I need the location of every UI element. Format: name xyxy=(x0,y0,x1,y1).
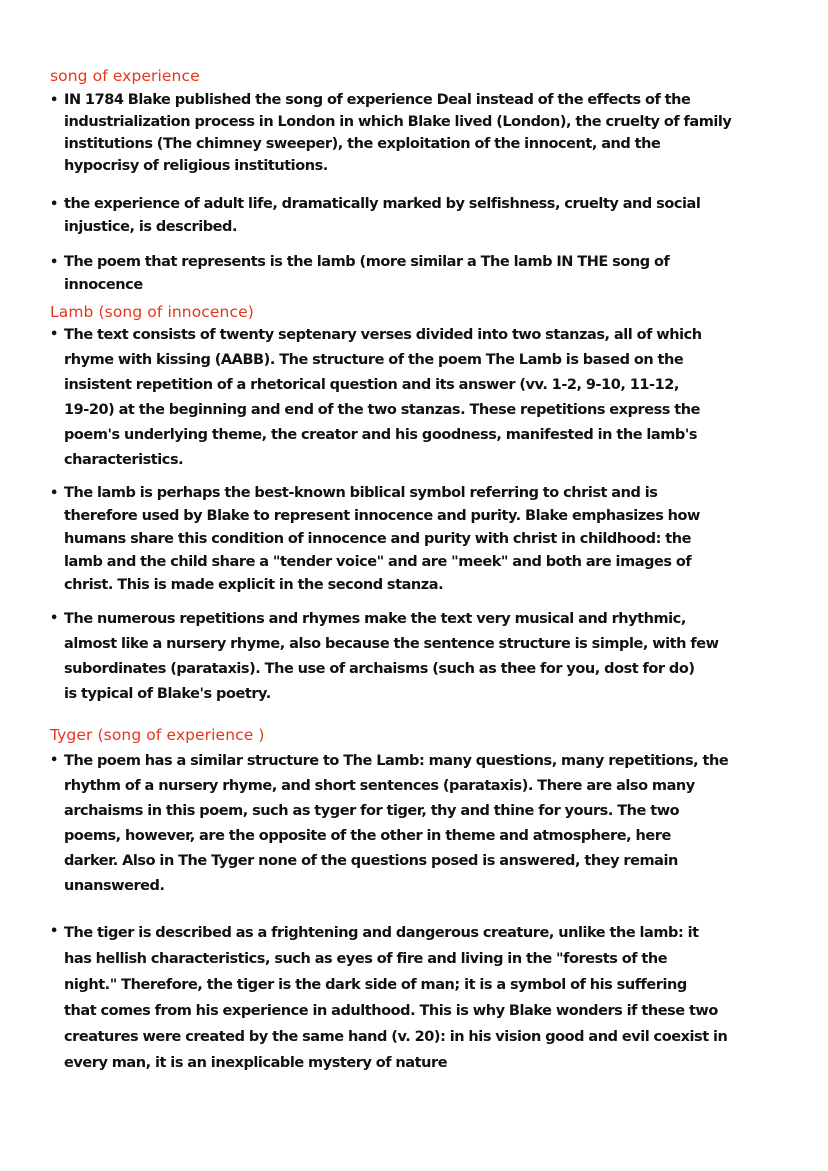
text-line: insistent repetition of a rhetorical question and its answer (vv. 1-2, 9-10, 11-12, xyxy=(64,377,679,393)
text-line: innocence xyxy=(64,277,143,293)
text-line: The lamb is perhaps the best-known biblical symbol referring to christ and is xyxy=(64,485,658,501)
section-heading-lamb: Lamb (song of innocence) xyxy=(50,303,254,321)
text-line: The poem that represents is the lamb (more similar a The lamb IN THE song of xyxy=(64,254,670,270)
text-line: therefore used by Blake to represent innocence and purity. Blake emphasizes how xyxy=(64,508,701,524)
bullet-item xyxy=(50,251,778,297)
text-line: subordinates (parataxis). The use of archaisms (such as thee for you, dost for do) xyxy=(64,661,695,677)
bullet-item xyxy=(50,920,778,1076)
text-line: rhythm of a nursery rhyme, and short sentences (parataxis). There are also many xyxy=(64,778,695,794)
text-line: unanswered. xyxy=(64,878,165,894)
bullet-dot-icon: • xyxy=(50,753,58,768)
bullet-dot-icon: • xyxy=(50,924,58,939)
bullet-item xyxy=(50,89,778,177)
text-line: almost like a nursery rhyme, also because the sentence structure is simple, with few xyxy=(64,636,719,652)
text-line: humans share this condition of innocence and purity with christ in childhood: the xyxy=(64,531,691,547)
text-line: injustice, is described. xyxy=(64,219,238,235)
text-line: The text consists of twenty septenary verses divided into two stanzas, all of which xyxy=(64,327,702,343)
bullet-item xyxy=(50,323,778,473)
text-line: characteristics. xyxy=(64,452,184,468)
text-line: has hellish characteristics, such as eyes of fire and living in the "forests of the xyxy=(64,951,668,967)
bullet-dot-icon: • xyxy=(50,327,58,342)
text-line: that comes from his experience in adulthood. This is why Blake wonders if these two xyxy=(64,1003,718,1019)
bullet-item xyxy=(50,193,778,239)
text-line: The numerous repetitions and rhymes make the text very musical and rhythmic, xyxy=(64,611,686,627)
bullet-dot-icon: • xyxy=(50,197,58,212)
bullet-dot-icon: • xyxy=(50,611,58,626)
text-line: The poem has a similar structure to The Lamb: many questions, many repetitions, the xyxy=(64,753,729,769)
bullet-item xyxy=(50,482,778,597)
text-line: 19-20) at the beginning and end of the two stanzas. These repetitions express the xyxy=(64,402,700,418)
bullet-dot-icon: • xyxy=(50,93,58,108)
text-line: is typical of Blake's poetry. xyxy=(64,686,271,702)
bullet-item xyxy=(50,607,778,707)
text-line: creatures were created by the same hand (v. 20): in his vision good and evil coexist in xyxy=(64,1029,728,1045)
text-line: darker. Also in The Tyger none of the questions posed is answered, they remain xyxy=(64,853,678,869)
section-heading-tyger: Tyger (song of experience ) xyxy=(50,726,265,744)
text-line: The tiger is described as a frightening and dangerous creature, unlike the lamb: it xyxy=(64,925,699,941)
bullet-dot-icon: • xyxy=(50,486,58,501)
text-line: archaisms in this poem, such as tyger for tiger, thy and thine for yours. The two xyxy=(64,803,680,819)
text-line: lamb and the child share a "tender voice" and are "meek" and both are images of xyxy=(64,554,692,570)
text-line: night." Therefore, the tiger is the dark side of man; it is a symbol of his suffering xyxy=(64,977,687,993)
text-line: every man, it is an inexplicable mystery of nature xyxy=(64,1055,448,1071)
text-line: poem's underlying theme, the creator and his goodness, manifested in the lamb's xyxy=(64,427,697,443)
text-line: the experience of adult life, dramatically marked by selfishness, cruelty and social xyxy=(64,196,701,212)
text-line: poems, however, are the opposite of the other in theme and atmosphere, here xyxy=(64,828,671,844)
text-line: hypocrisy of religious institutions. xyxy=(64,158,328,174)
bullet-item xyxy=(50,749,778,899)
text-line: industrialization process in London in which Blake lived (London), the cruelty of family xyxy=(64,114,732,130)
section-heading-song-of-experience: song of experience xyxy=(50,67,200,85)
bullet-dot-icon: • xyxy=(50,255,58,270)
text-line: IN 1784 Blake published the song of experience Deal instead of the effects of the xyxy=(64,92,691,108)
text-line: christ. This is made explicit in the second stanza. xyxy=(64,577,444,593)
text-line: rhyme with kissing (AABB). The structure of the poem The Lamb is based on the xyxy=(64,352,684,368)
text-line: institutions (The chimney sweeper), the exploitation of the innocent, and the xyxy=(64,136,661,152)
